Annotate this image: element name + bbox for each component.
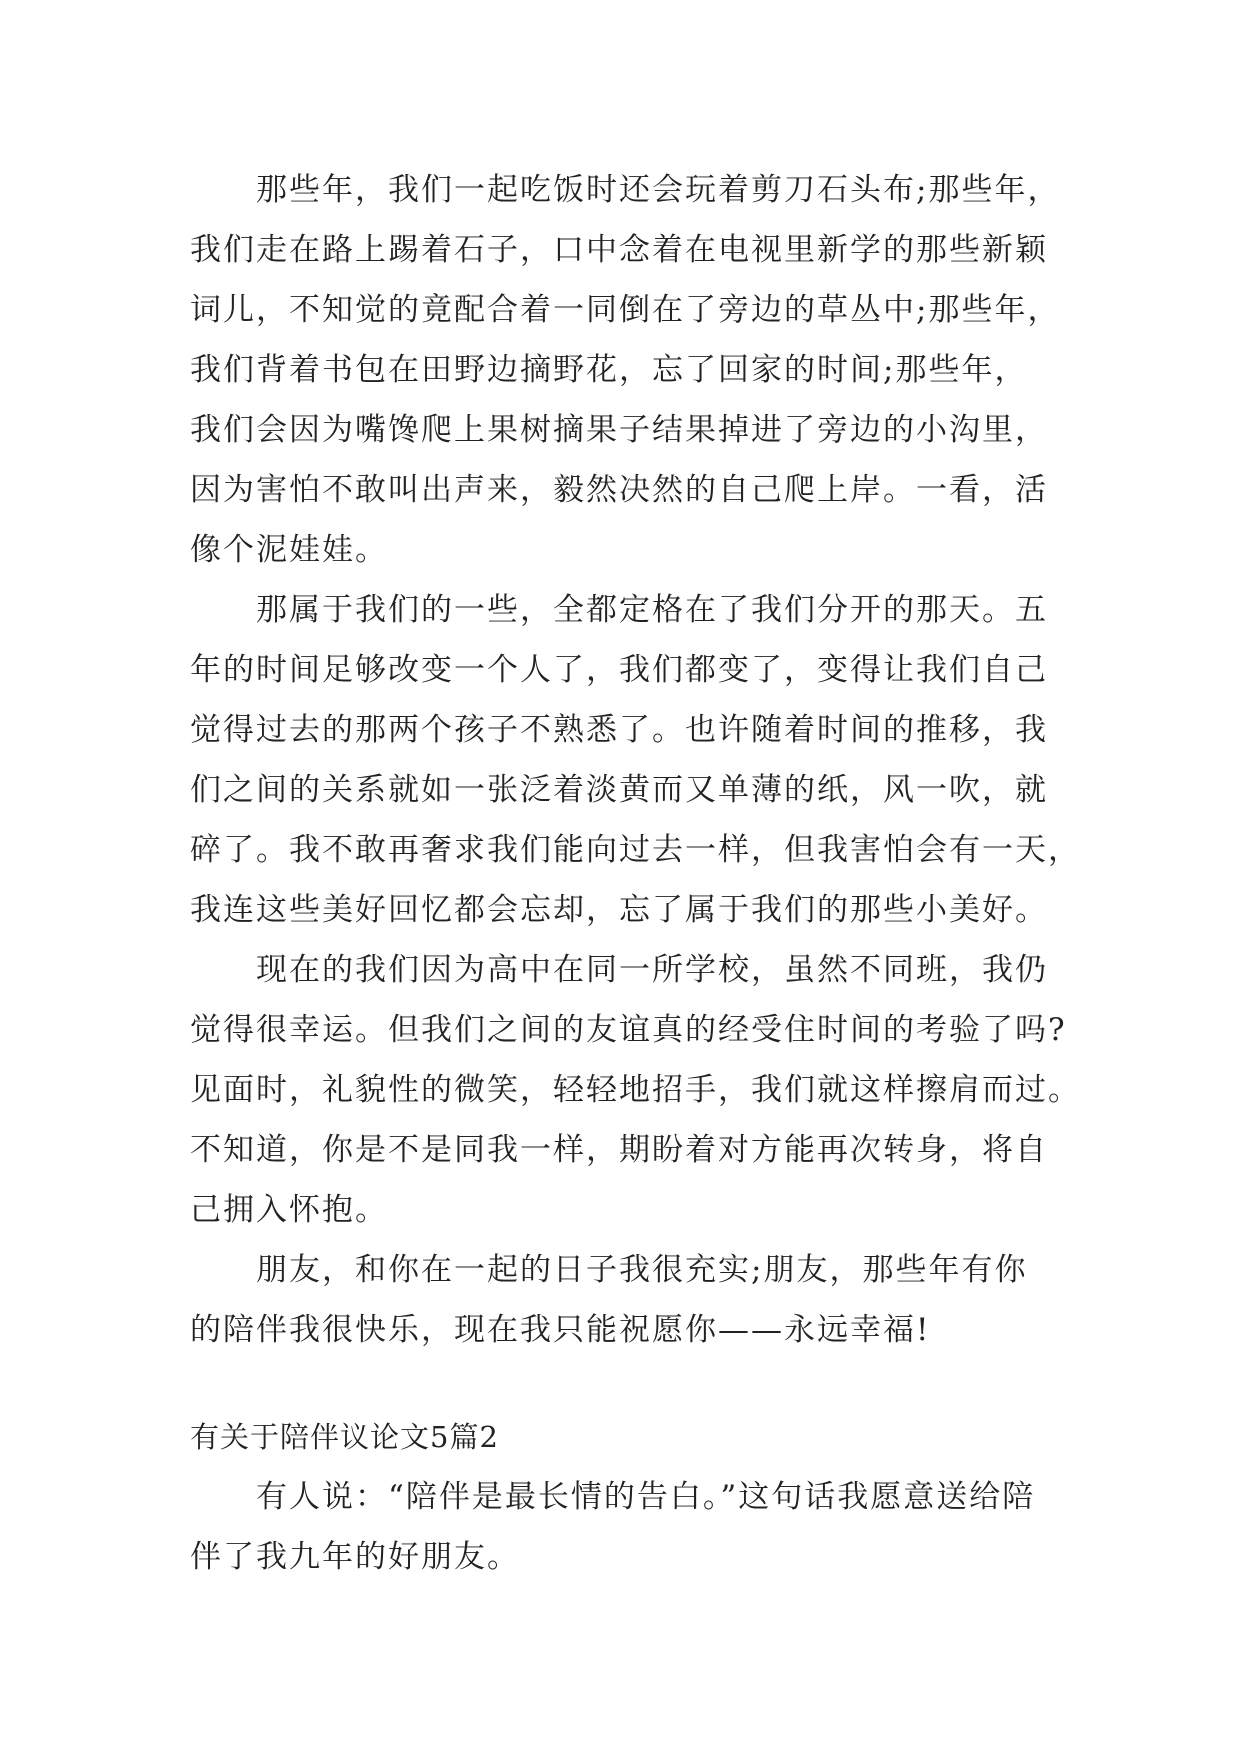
paragraph: [190, 1467, 1070, 1587]
text-line: 我们背着书包在田野边摘野花，忘了回家的时间;那些年，: [190, 352, 1028, 388]
text-line: 因为害怕不敢叫出声来，毅然决然的自己爬上岸。一看，活: [190, 472, 1048, 508]
paragraph: [190, 1240, 1070, 1360]
spacer: [190, 1360, 1070, 1407]
text-line: 己拥入怀抱。: [190, 1192, 388, 1228]
text-line: 们之间的关系就如一张泛着淡黄而又单薄的纸，风一吹，就: [190, 772, 1048, 808]
text-line: 像个泥娃娃。: [190, 532, 388, 568]
text-line: 伴了我九年的好朋友。: [190, 1539, 520, 1575]
text-line: 碎了。我不敢再奢求我们能向过去一样，但我害怕会有一天，: [190, 832, 1081, 868]
text-line: 那些年，我们一起吃饭时还会玩着剪刀石头布;那些年，: [256, 172, 1061, 208]
document-page: [190, 160, 1081, 1587]
text-line: 我们会因为嘴馋爬上果树摘果子结果掉进了旁边的小沟里，: [190, 412, 1048, 448]
text-line: 我连这些美好回忆都会忘却，忘了属于我们的那些小美好。: [190, 892, 1048, 928]
section-heading: 有关于陪伴议论文5篇2: [190, 1420, 499, 1454]
text-line: 的陪伴我很快乐，现在我只能祝愿你——永远幸福!: [190, 1312, 931, 1348]
text-line: 那属于我们的一些，全都定格在了我们分开的那天。五: [256, 592, 1048, 628]
text-line: 年的时间足够改变一个人了，我们都变了，变得让我们自己: [190, 652, 1048, 688]
text-line: 觉得过去的那两个孩子不熟悉了。也许随着时间的推移，我: [190, 712, 1048, 748]
paragraph: [190, 160, 1070, 580]
text-line: 我们走在路上踢着石子，口中念着在电视里新学的那些新颖: [190, 232, 1048, 268]
text-line: 觉得很幸运。但我们之间的友谊真的经受住时间的考验了吗?: [190, 1012, 1067, 1048]
text-line: 见面时，礼貌性的微笑，轻轻地招手，我们就这样擦肩而过。: [190, 1072, 1081, 1108]
text-line: 现在的我们因为高中在同一所学校，虽然不同班，我仍: [256, 952, 1048, 988]
paragraph: [190, 940, 1081, 1240]
text-line: 有人说：“陪伴是最长情的告白。”这句话我愿意送给陪: [256, 1479, 1036, 1515]
text-line: 不知道，你是不是同我一样，期盼着对方能再次转身，将自: [190, 1132, 1048, 1168]
paragraph: [190, 580, 1081, 940]
text-line: 词儿，不知觉的竟配合着一同倒在了旁边的草丛中;那些年，: [190, 292, 1061, 328]
text-line: 朋友，和你在一起的日子我很充实;朋友，那些年有你: [256, 1252, 1028, 1288]
